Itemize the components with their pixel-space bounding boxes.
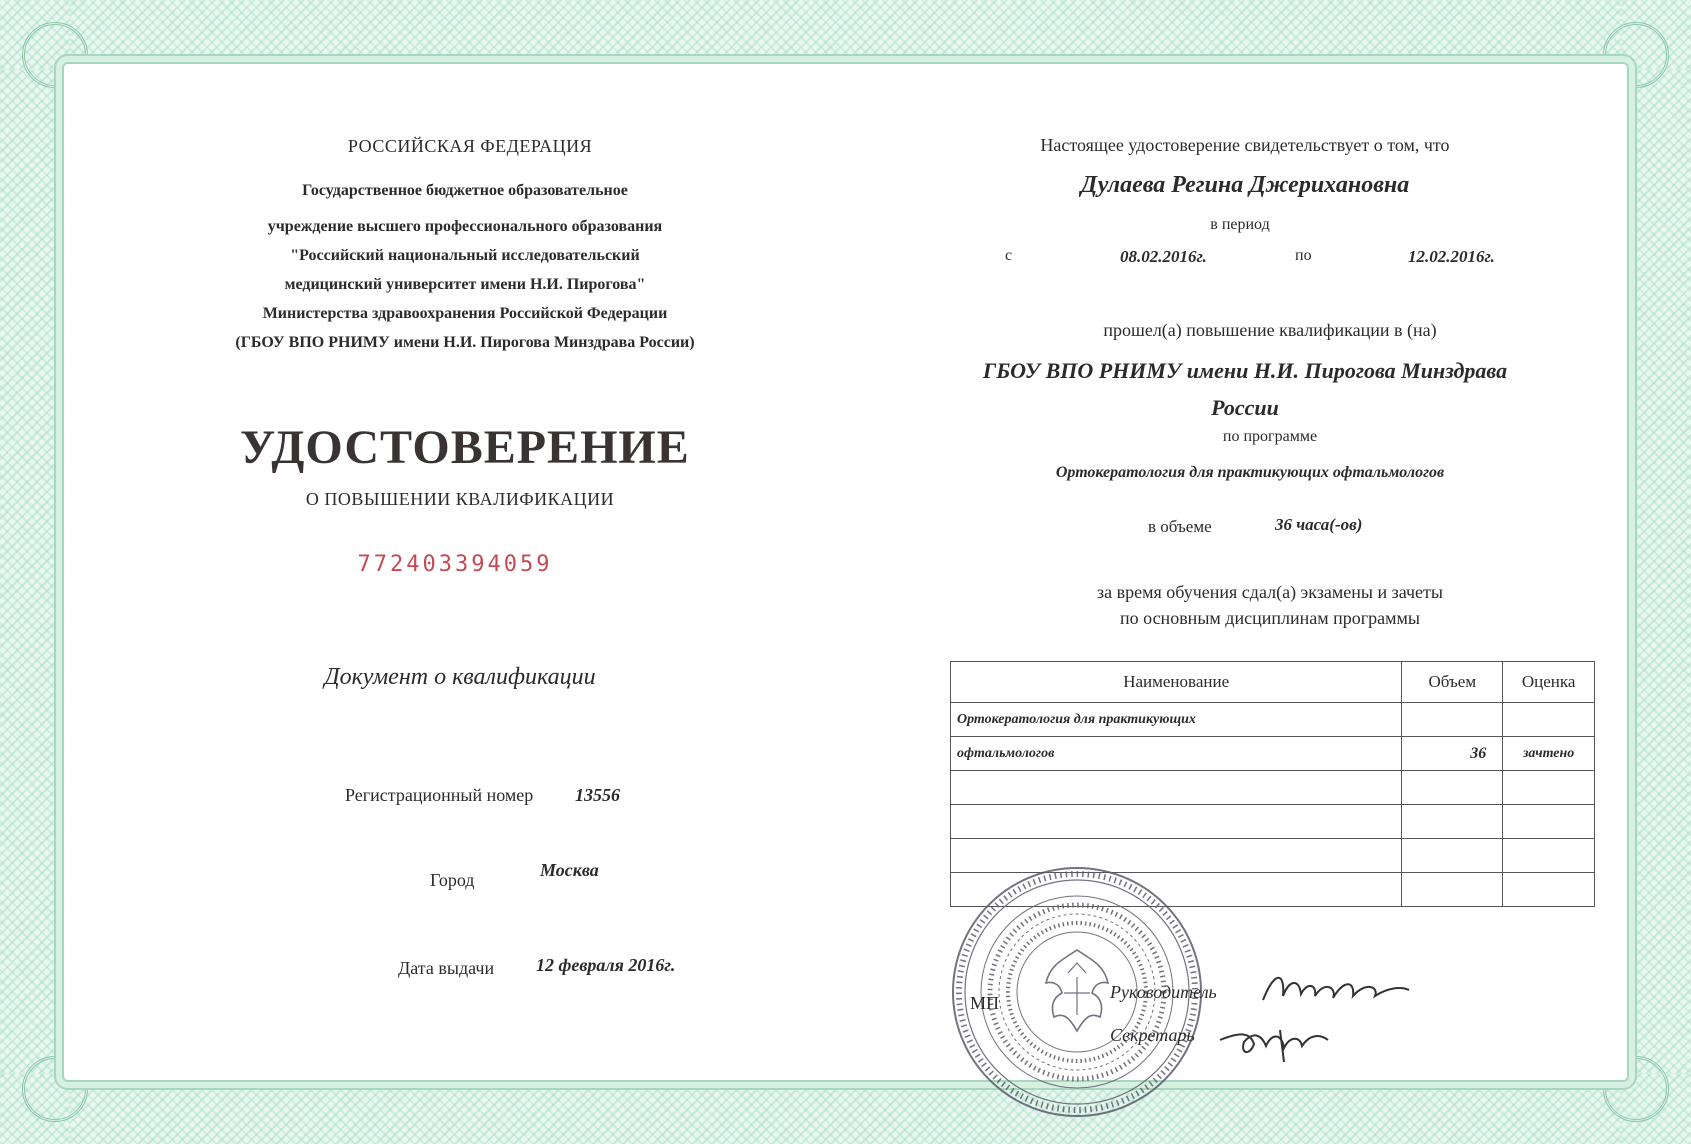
org-line: (ГБОУ ВПО РНИМУ имени Н.И. Пирогова Минздрава России) (235, 334, 695, 351)
program-name: Ортокератология для практикующих офтальмологов (1055, 464, 1445, 481)
issue-date-value: 12 февраля 2016г. (536, 955, 676, 975)
volume-label: в объеме (1148, 517, 1212, 536)
org-line: Государственное бюджетное образовательное (302, 182, 628, 199)
program-label: по программе (1222, 428, 1318, 445)
table-cell (1503, 805, 1595, 839)
exam-statement: за время обучения сдал(а) экзамены и зачеты (1096, 582, 1444, 602)
table-header-row (951, 662, 1595, 703)
serial-number: 772403394059 (357, 552, 553, 577)
column-header: Наименование (951, 662, 1402, 703)
issuing-organization (150, 176, 780, 357)
registration-number: 13556 (575, 785, 620, 805)
seal-place-label: МП (970, 993, 1000, 1013)
table-row (951, 737, 1595, 771)
subject-name: офтальмологов (951, 737, 1402, 771)
subject-grade: зачтено (1503, 737, 1595, 771)
table-cell (951, 805, 1402, 839)
to-label: по (1295, 247, 1312, 264)
org-line: учреждение высшего профессионального образования (267, 218, 663, 235)
city-label: Город (430, 870, 475, 890)
subject-name: Ортокератология для практикующих (951, 703, 1402, 737)
org-line: ГБОУ ВПО РНИМУ имени Н.И. Пирогова Минздрава (982, 358, 1508, 383)
secretary-signature (1210, 1010, 1350, 1070)
from-label: с (1005, 247, 1013, 264)
table-cell (1402, 805, 1503, 839)
exam-statement: по основным дисциплинам программы (1119, 608, 1420, 628)
table-cell (1402, 771, 1503, 805)
org-line: России (1211, 395, 1279, 420)
completion-statement: прошел(а) повышение квалификации в (на) (1103, 320, 1437, 340)
column-header: Объем (1402, 662, 1503, 703)
table-cell (1503, 839, 1595, 873)
country-heading: РОССИЙСКАЯ ФЕДЕРАЦИЯ (347, 136, 593, 156)
certification-intro: Настоящее удостоверение свидетельствует о том, что (1040, 135, 1450, 155)
table-cell (1402, 703, 1503, 737)
table-cell (1503, 703, 1595, 737)
document-subtitle: О ПОВЫШЕНИИ КВАЛИФИКАЦИИ (305, 489, 615, 509)
head-signature-label: Руководитель (1110, 982, 1217, 1002)
table-cell (1402, 839, 1503, 873)
city-value: Москва (540, 860, 599, 880)
registration-label: Регистрационный номер (345, 785, 534, 805)
table-cell (1402, 873, 1503, 907)
period-label: в период (1210, 216, 1270, 233)
org-line: медицинский университет имени Н.И. Пирогова" (284, 276, 646, 293)
holder-name: Дулаева Регина Джерихановна (1080, 172, 1410, 198)
secretary-signature-label: Секретарь (1110, 1025, 1195, 1045)
table-row (951, 805, 1595, 839)
column-header: Оценка (1503, 662, 1595, 703)
table-cell (1503, 873, 1595, 907)
table-row (951, 703, 1595, 737)
issue-date-label: Дата выдачи (398, 958, 495, 978)
end-date: 12.02.2016г. (1408, 247, 1495, 266)
org-line: "Российский национальный исследовательский (290, 247, 640, 264)
training-organization (900, 352, 1590, 426)
table-cell (1503, 771, 1595, 805)
start-date: 08.02.2016г. (1120, 247, 1207, 266)
document-type: Документ о квалификации (324, 664, 596, 690)
document-title: УДОСТОВЕРЕНИЕ (240, 421, 690, 474)
volume-value: 36 часа(-ов) (1275, 515, 1363, 534)
table-cell (951, 771, 1402, 805)
table-row (951, 771, 1595, 805)
subject-volume: 36 (1402, 737, 1503, 771)
org-line: Министерства здравоохранения Российской Федерации (262, 305, 668, 322)
